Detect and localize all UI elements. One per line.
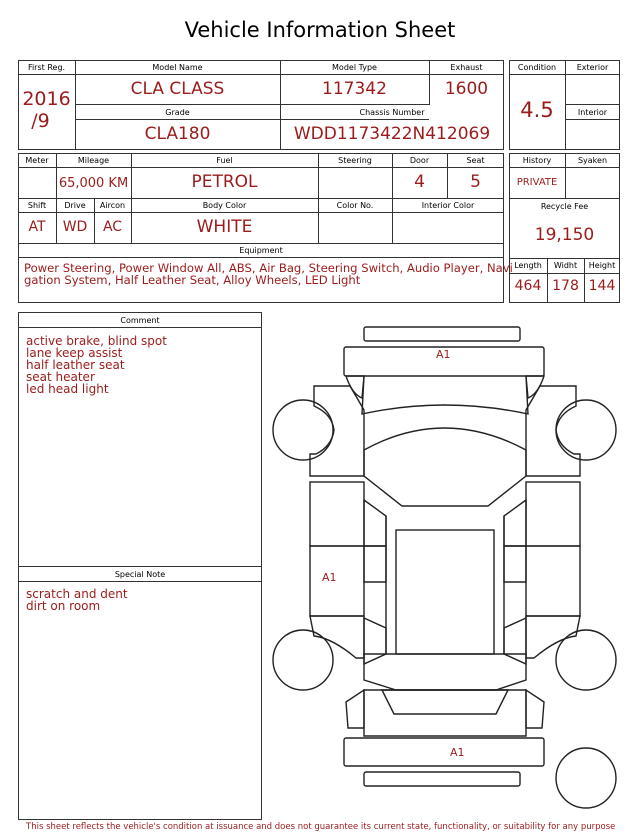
exterior-label: Exterior — [576, 63, 609, 72]
seat-label: Seat — [466, 156, 485, 165]
aircon-value: AC — [102, 219, 123, 235]
tail-lamp-right — [526, 690, 544, 728]
width-value: 178 — [552, 278, 579, 294]
rear-quarter-glass-right — [504, 618, 526, 664]
rear-window-right — [504, 546, 526, 582]
first-reg-month: /9 — [31, 110, 50, 132]
tail-lamp-left — [346, 690, 364, 728]
door-label: Door — [409, 156, 430, 165]
special-note-label: Special Note — [114, 570, 166, 579]
rear-quarter-left — [310, 616, 364, 658]
model-name-label: Model Name — [152, 63, 203, 72]
model-type-label: Model Type — [332, 63, 377, 72]
model-name-value: CLA CLASS — [130, 79, 225, 99]
door-value: 4 — [414, 172, 425, 192]
hood — [362, 376, 528, 414]
rear-door-left — [310, 546, 364, 616]
special-note-line: dirt on room — [26, 599, 101, 613]
windshield — [364, 428, 526, 506]
rear-bumper-lower — [364, 772, 520, 786]
sheet-title: Vehicle Information Sheet — [184, 18, 456, 42]
width-label: Widht — [553, 261, 578, 270]
shift-label: Shift — [27, 201, 47, 210]
front-door-right — [526, 482, 580, 546]
history-label: History — [522, 156, 552, 165]
equipment-label: Equipment — [239, 246, 283, 255]
height-value: 144 — [588, 278, 616, 294]
rear-bumper — [344, 738, 544, 766]
body-color-label: Body Color — [202, 201, 247, 210]
front-window-left — [364, 500, 386, 546]
rear-door-right — [526, 546, 580, 616]
car-damage-diagram — [270, 318, 625, 830]
condition-label: Condition — [517, 63, 557, 72]
rear-window-left — [364, 546, 386, 582]
trunk — [364, 690, 526, 736]
equipment-line-1: Power Steering, Power Window All, ABS, Air Bag, Steering Switch, Audio Player, Navi — [24, 261, 513, 275]
roof — [396, 530, 494, 654]
seat-value: 5 — [470, 172, 481, 192]
front-door-left — [310, 482, 364, 546]
syaken-label: Syaken — [577, 156, 608, 165]
comment-line: seat heater — [26, 370, 95, 384]
damage-mark-front-bumper: A1 — [436, 348, 451, 361]
aircon-label: Aircon — [99, 201, 126, 210]
history-value: PRIVATE — [516, 177, 558, 188]
front-fender-left — [310, 386, 364, 476]
first-reg-label: First Reg. — [27, 63, 66, 72]
rear-quarter-right — [526, 616, 580, 658]
chassis-number-value: WDD1173422N412069 — [293, 124, 491, 144]
comment-label: Comment — [120, 316, 160, 325]
damage-mark-rear-door-left: A1 — [322, 571, 337, 584]
shift-value: AT — [28, 219, 46, 235]
front-window-right — [504, 500, 526, 546]
comment-line: half leather seat — [26, 358, 125, 372]
chassis-number-label: Chassis Number — [359, 108, 425, 117]
damage-mark-rear-bumper: A1 — [450, 746, 465, 759]
length-label: Length — [514, 261, 542, 270]
interior-color-label: Interior Color — [421, 201, 475, 210]
drive-value: WD — [62, 219, 88, 235]
comment-line: lane keep assist — [26, 346, 123, 360]
exhaust-label: Exhaust — [450, 63, 483, 72]
interior-label: Interior — [577, 108, 608, 117]
comment-line: led head light — [26, 382, 109, 396]
front-fender-right — [526, 386, 580, 476]
grade-label: Grade — [165, 108, 190, 117]
steering-label: Steering — [338, 156, 372, 165]
height-label: Height — [588, 261, 616, 270]
first-reg-year: 2016 — [22, 88, 71, 110]
model-type-value: 117342 — [322, 79, 387, 99]
rear-quarter-glass-left — [364, 618, 386, 664]
comment-line: active brake, blind spot — [26, 334, 167, 348]
condition-value: 4.5 — [520, 98, 554, 122]
color-no-label: Color No. — [336, 201, 374, 210]
exhaust-value: 1600 — [444, 79, 489, 99]
fuel-value: PETROL — [191, 172, 258, 192]
front-bumper — [364, 327, 520, 341]
body-color-value: WHITE — [196, 217, 253, 237]
fuel-label: Fuel — [216, 156, 233, 165]
length-value: 464 — [514, 278, 542, 294]
meter-label: Meter — [25, 156, 49, 165]
recycle-fee-label: Recycle Fee — [540, 202, 589, 211]
mileage-label: Mileage — [77, 156, 110, 165]
special-note-line: scratch and dent — [26, 587, 128, 601]
grade-value: CLA180 — [144, 124, 211, 144]
trunk-lid — [382, 690, 508, 714]
footer-disclaimer: This sheet reflects the vehicle's condition at issuance and does not guarantee its current state, functionality, or suitability for any purpose — [26, 822, 616, 832]
front-left-tire — [273, 400, 333, 460]
equipment-line-2: gation System, Half Leather Seat, Alloy Wheels, LED Light — [24, 273, 361, 287]
front-right-tire — [556, 400, 616, 460]
rear-window — [364, 654, 526, 690]
drive-label: Drive — [64, 201, 86, 210]
spare-tire — [556, 748, 616, 808]
recycle-fee-value: 19,150 — [534, 225, 595, 245]
mileage-value: 65,000 KM — [58, 176, 129, 191]
